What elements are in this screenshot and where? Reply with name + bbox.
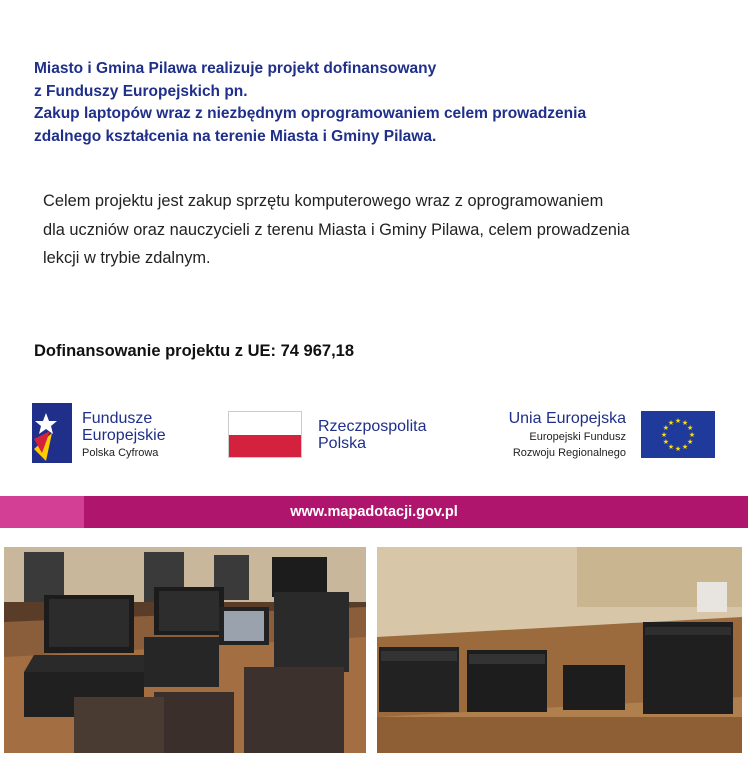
description-line-2: dla uczniów oraz nauczycieli z terenu Miasta i Gminy Pilawa, celem prowadzenia (43, 220, 630, 239)
description-line-3: lekcji w trybie zdalnym. (43, 249, 211, 267)
eu-star-icon: ★ (681, 444, 689, 452)
header-line-3: Zakup laptopów wraz z niezbędnym oprogramowaniem celem prowadzenia (34, 105, 587, 122)
eu-star-icon: ★ (662, 439, 670, 446)
eu-star-icon: ★ (660, 432, 668, 439)
fe-line-1: Fundusze (82, 410, 153, 427)
fundusze-europejskie-logo (32, 403, 72, 463)
header-line-1: Miasto i Gmina Pilawa realizuje projekt dofinansowany (34, 60, 437, 77)
eu-star-icon: ★ (686, 439, 694, 446)
eu-star-icon: ★ (674, 418, 682, 425)
funding-amount: Dofinansowanie projektu z UE: 74 967,18 (34, 342, 355, 360)
eu-flag (641, 411, 715, 458)
project-header (34, 58, 714, 148)
polish-flag (228, 411, 302, 458)
fe-line-3: Polska Cyfrowa (82, 447, 159, 459)
description-line-1: Celem projektu jest zakup sprzętu komputerowego wraz z oprogramowaniem (43, 192, 604, 210)
project-description (43, 187, 723, 273)
ue-line-2: Europejski Fundusz (529, 431, 626, 443)
photo-laptops-table (4, 547, 366, 753)
fundusze-europejskie-label (82, 410, 166, 459)
ue-line-1: Unia Europejska (508, 410, 626, 427)
eu-star-icon: ★ (674, 446, 682, 453)
url-banner (0, 496, 748, 528)
eu-star-icon: ★ (662, 425, 670, 432)
eu-star-icon: ★ (681, 419, 689, 427)
eu-star-icon: ★ (667, 444, 675, 452)
photo-laptops-stacks (377, 547, 742, 753)
logo-strip (0, 398, 748, 468)
rp-line-2: Polska (318, 435, 367, 452)
header-line-2: z Funduszy Europejskich pn. (34, 82, 248, 100)
eu-star-icon: ★ (688, 432, 696, 439)
rp-line-1: Rzeczpospolita (318, 418, 427, 435)
header-line-4: zdalnego kształcenia na terenie Miasta i Gminy Pilawa. (34, 127, 437, 145)
fe-line-2: Europejskie (82, 427, 166, 444)
rzeczpospolita-label (318, 418, 427, 452)
unia-europejska-label (466, 410, 626, 460)
eu-star-icon: ★ (667, 419, 675, 427)
eu-star-icon: ★ (686, 425, 694, 432)
banner-url[interactable]: www.mapadotacji.gov.pl (290, 504, 458, 520)
ue-line-3: Rozwoju Regionalnego (512, 447, 626, 459)
